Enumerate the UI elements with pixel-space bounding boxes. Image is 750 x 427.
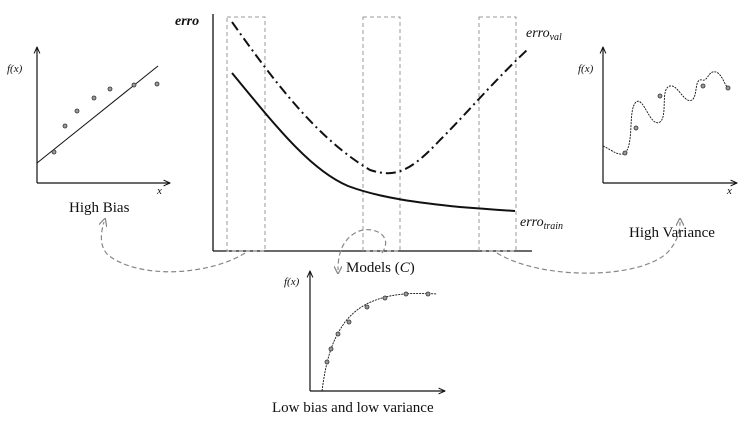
main-x-label: Models (C): [346, 260, 415, 276]
data-point: [726, 86, 730, 90]
data-point: [365, 305, 369, 309]
high-bias-y-label: f(x): [7, 63, 23, 75]
data-point: [52, 150, 56, 154]
data-point: [347, 320, 351, 324]
high-variance-y-label: f(x): [578, 63, 594, 75]
data-point: [701, 84, 705, 88]
data-point: [329, 347, 333, 351]
data-point: [63, 124, 67, 128]
data-point: [623, 151, 627, 155]
low-bias-low-variance-panel: [272, 271, 445, 416]
training-curve-label: erro$_{train}$: [520, 215, 564, 232]
data-point: [108, 87, 112, 91]
validation-curve-label: erro$_{val}$: [526, 26, 562, 43]
data-point: [426, 292, 430, 296]
high-variance-points: [623, 84, 730, 155]
data-point: [132, 83, 136, 87]
high-variance-panel: [578, 47, 737, 241]
data-point: [325, 360, 329, 364]
low-bias-y-label: f(x): [284, 276, 300, 288]
low-bias-caption: Low bias and low variance: [272, 400, 434, 416]
high-variance-caption: High Variance: [629, 225, 715, 241]
data-point: [634, 126, 638, 130]
main-y-label: erro: [175, 14, 200, 29]
high-bias-points: [52, 82, 159, 154]
high-bias-region-box: [227, 17, 265, 251]
high-variance-region-box: [479, 17, 516, 251]
validation-error-curve: [232, 22, 527, 173]
main-error-chart: [175, 14, 563, 276]
optimal-region-box: [363, 17, 400, 251]
data-point: [336, 332, 340, 336]
high-bias-panel: [7, 47, 170, 216]
high-variance-fit-curve: [603, 72, 728, 154]
arrow-to-high-bias: [101, 222, 245, 272]
high-variance-x-label: x: [727, 185, 732, 197]
high-bias-x-label: x: [157, 185, 162, 197]
data-point: [658, 94, 662, 98]
data-point: [383, 296, 387, 300]
data-point: [404, 292, 408, 296]
high-bias-fit-line: [37, 66, 158, 163]
high-bias-caption: High Bias: [69, 200, 130, 216]
data-point: [155, 82, 159, 86]
data-point: [92, 96, 96, 100]
low-bias-fit-curve: [322, 293, 437, 391]
training-error-curve: [232, 73, 515, 211]
data-point: [75, 109, 79, 113]
